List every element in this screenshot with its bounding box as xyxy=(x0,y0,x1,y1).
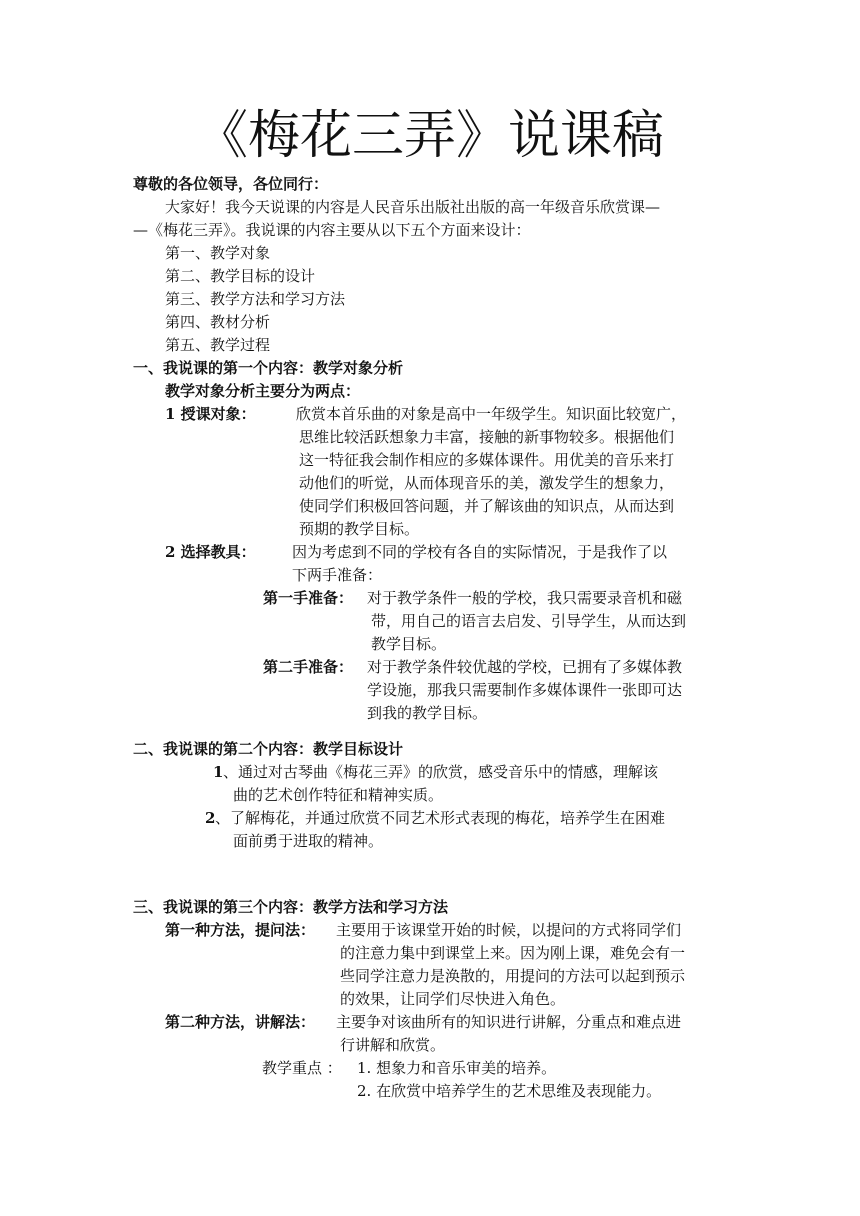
key-point-item: 1. 想象力和音乐审美的培养。 xyxy=(357,1059,557,1077)
goal-number: 2 xyxy=(205,809,216,827)
paragraph-line: 主要争对该曲所有的知识进行讲解，分重点和难点进 xyxy=(336,1013,682,1031)
paragraph-line: 这一特征我会制作相应的多媒体课件。用优美的音乐来打 xyxy=(299,451,675,469)
section-subheading: 教学对象分析主要分为两点： xyxy=(165,382,361,400)
outline-item: 第一、教学对象 xyxy=(165,244,271,262)
paragraph-line: 带，用自己的语言去启发、引导学生，从而达到 xyxy=(371,612,687,630)
paragraph-line: 预期的教学目标。 xyxy=(299,520,420,538)
greeting: 尊敬的各位领导，各位同行： xyxy=(133,175,329,193)
method-label: 第一种方法，提问法： xyxy=(165,921,316,939)
method-label: 第二种方法，讲解法： xyxy=(165,1013,316,1031)
section-heading: 一、我说课的第一个内容：教学对象分析 xyxy=(133,359,404,377)
key-point-item: 2. 在欣赏中培养学生的艺术思维及表现能力。 xyxy=(357,1082,662,1100)
paragraph-line: 欣赏本首乐曲的对象是高中一年级学生。知识面比较宽广， xyxy=(296,405,687,423)
intro-line: 大家好！我今天说课的内容是人民音乐出版社出版的高一年级音乐欣赏课— xyxy=(165,198,661,216)
paragraph-line: 思维比较活跃想象力丰富，接触的新事物较多。根据他们 xyxy=(299,428,675,446)
paragraph-line: 曲的艺术创作特征和精神实质。 xyxy=(233,786,444,804)
paragraph-line: 教学目标。 xyxy=(371,635,447,653)
intro-line: —《梅花三弄》。我说课的内容主要从以下五个方面来设计： xyxy=(133,221,531,239)
section-heading: 二、我说课的第二个内容：教学目标设计 xyxy=(133,740,404,758)
paragraph-line: 面前勇于进取的精神。 xyxy=(233,832,384,850)
paragraph-line: 些同学注意力是涣散的，用提问的方法可以起到预示 xyxy=(340,967,686,985)
paragraph-line: 因为考虑到不同的学校有各自的实际情况，于是我作了以 xyxy=(292,543,668,561)
page-title: 《梅花三弄》说课稿 xyxy=(195,106,664,166)
paragraph-line: 动他们的听觉，从而体现音乐的美，激发学生的想象力， xyxy=(299,474,675,492)
key-points-label: 教学重点 ： xyxy=(262,1059,342,1077)
paragraph-line: 行讲解和欣赏。 xyxy=(340,1036,446,1054)
paragraph-line: 到我的教学目标。 xyxy=(367,704,488,722)
outline-item: 第二、教学目标的设计 xyxy=(165,267,316,285)
item-label: 1 授课对象： xyxy=(165,405,256,423)
paragraph-line: 、通过对古琴曲《梅花三弄》的欣赏，感受音乐中的情感，理解该 xyxy=(223,763,659,781)
prep-label: 第二手准备： xyxy=(263,658,354,676)
paragraph-line: 对于教学条件较优越的学校，已拥有了多媒体教 xyxy=(367,658,683,676)
outline-item: 第四、教材分析 xyxy=(165,313,271,331)
outline-item: 第三、教学方法和学习方法 xyxy=(165,290,346,308)
section-heading: 三、我说课的第三个内容：教学方法和学习方法 xyxy=(133,898,449,916)
outline-item: 第五、教学过程 xyxy=(165,336,271,354)
prep-label: 第一手准备： xyxy=(263,589,354,607)
paragraph-line: 的效果，让同学们尽快进入角色。 xyxy=(340,990,566,1008)
paragraph-line: 学设施，那我只需要制作多媒体课件一张即可达 xyxy=(367,681,683,699)
goal-number: 1 xyxy=(213,763,224,781)
paragraph-line: 主要用于该课堂开始的时候，以提问的方式将同学们 xyxy=(336,921,682,939)
paragraph-line: 、了解梅花，并通过欣赏不同艺术形式表现的梅花，培养学生在困难 xyxy=(215,809,666,827)
item-label: 2 选择教具： xyxy=(165,543,256,561)
paragraph-line: 对于教学条件一般的学校，我只需要录音机和磁 xyxy=(367,589,683,607)
paragraph-line: 下两手准备： xyxy=(292,566,383,584)
paragraph-line: 使同学们积极回答问题，并了解该曲的知识点，从而达到 xyxy=(299,497,675,515)
paragraph-line: 的注意力集中到课堂上来。因为刚上课，难免会有一 xyxy=(340,944,686,962)
